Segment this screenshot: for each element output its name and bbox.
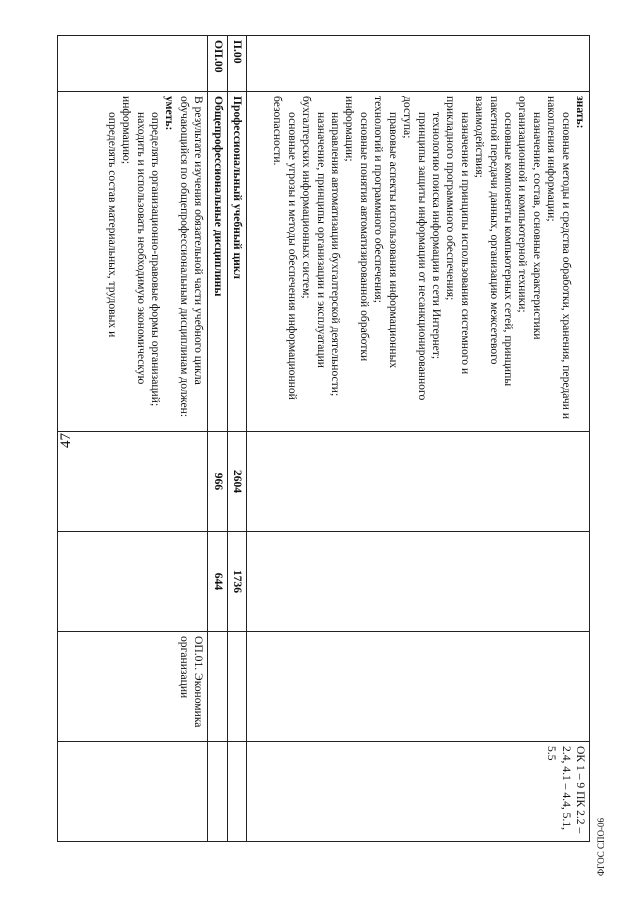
znat-item: основные компоненты компьютерных сетей, принципы пакетной передачи данных, организацию межсетевого взаимодействия; [473, 96, 515, 387]
umet-item: определять состав материальных, трудовых и [105, 112, 119, 338]
cycle-title: Общепрофессиональные дисциплины [208, 92, 227, 432]
znat-item: правовые аспекты использования информационных технологий и программного обеспечения; [372, 96, 400, 369]
op01-content-cell [58, 92, 208, 432]
umet-item: определять организационно-правовые формы организаций; [148, 112, 162, 407]
max-load-value: 966 [208, 432, 227, 532]
rotated-table-page [65, 35, 590, 841]
znat-item: назначение, принципы организации и эксплуатации бухгалтерских информационных систем; [300, 96, 328, 369]
table-row-p00 [227, 36, 246, 842]
op01-intro: В результате изучения обязательной части учебного цикла обучающийся по общепрофессиональным дисциплинам должен: [177, 96, 206, 418]
code-cell: ОП.00 [208, 36, 227, 92]
competency-cell-empty [208, 742, 227, 842]
code-cell: П.00 [227, 36, 246, 92]
competency-cell-empty [227, 742, 246, 842]
max-load-cell-empty [247, 432, 590, 532]
umet-item: находить и использовать необходимую экономическую информацию; [120, 96, 148, 385]
mandatory-cell-empty [247, 532, 590, 632]
znat-item: назначение, состав, основные характеристики организационной и компьютерной техники; [516, 96, 544, 340]
mandatory-cell-empty [58, 532, 208, 632]
znat-item: основные методы и средства обработки, хранения, передачи и накопления информации; [545, 96, 573, 420]
znat-item: принципы защиты информации от несанкционированного доступа; [401, 96, 429, 401]
znat-heading: знать: [574, 96, 587, 129]
table-row-op01 [58, 36, 208, 842]
discipline-cell-empty [227, 632, 246, 742]
znat-item: технологию поиска информации в сети Интернет; [429, 112, 443, 360]
code-cell-empty [58, 36, 208, 92]
znat-item: назначение и принципы использования системного и прикладного программного обеспечения; [444, 96, 472, 375]
discipline-name: ОП.01. Экономика организации [58, 632, 208, 742]
umet-heading: уметь: [163, 96, 177, 131]
discipline-cell-empty [208, 632, 227, 742]
znat-item: основные угрозы и методы обеспечения информационной безопасности. [271, 96, 299, 400]
table-row-op00 [208, 36, 227, 842]
page-number: 47 [58, 433, 74, 448]
footer-code: ФГОС СПО-06 [596, 818, 606, 876]
znat-content-cell [247, 92, 590, 432]
max-load-value: 2604 [227, 432, 246, 532]
mandatory-value: 1736 [227, 532, 246, 632]
max-load-cell-empty [58, 432, 208, 532]
mandatory-value: 644 [208, 532, 227, 632]
code-cell-empty [247, 36, 590, 92]
curriculum-table [57, 35, 590, 842]
znat-item: основные понятия автоматизированной обработки информации; [343, 96, 371, 362]
table-row-znat [247, 36, 590, 842]
competency-cell-empty [58, 742, 208, 842]
discipline-cell-empty [247, 632, 590, 742]
competency-cell: ОК 1 – 9 ПК 2.2 – 2.4, 4.1 – 4.4, 5.1, 5.5 [247, 742, 590, 842]
cycle-title: Профессиональный учебный цикл [227, 92, 246, 432]
znat-item: направления автоматизации бухгалтерской деятельности; [329, 112, 343, 397]
